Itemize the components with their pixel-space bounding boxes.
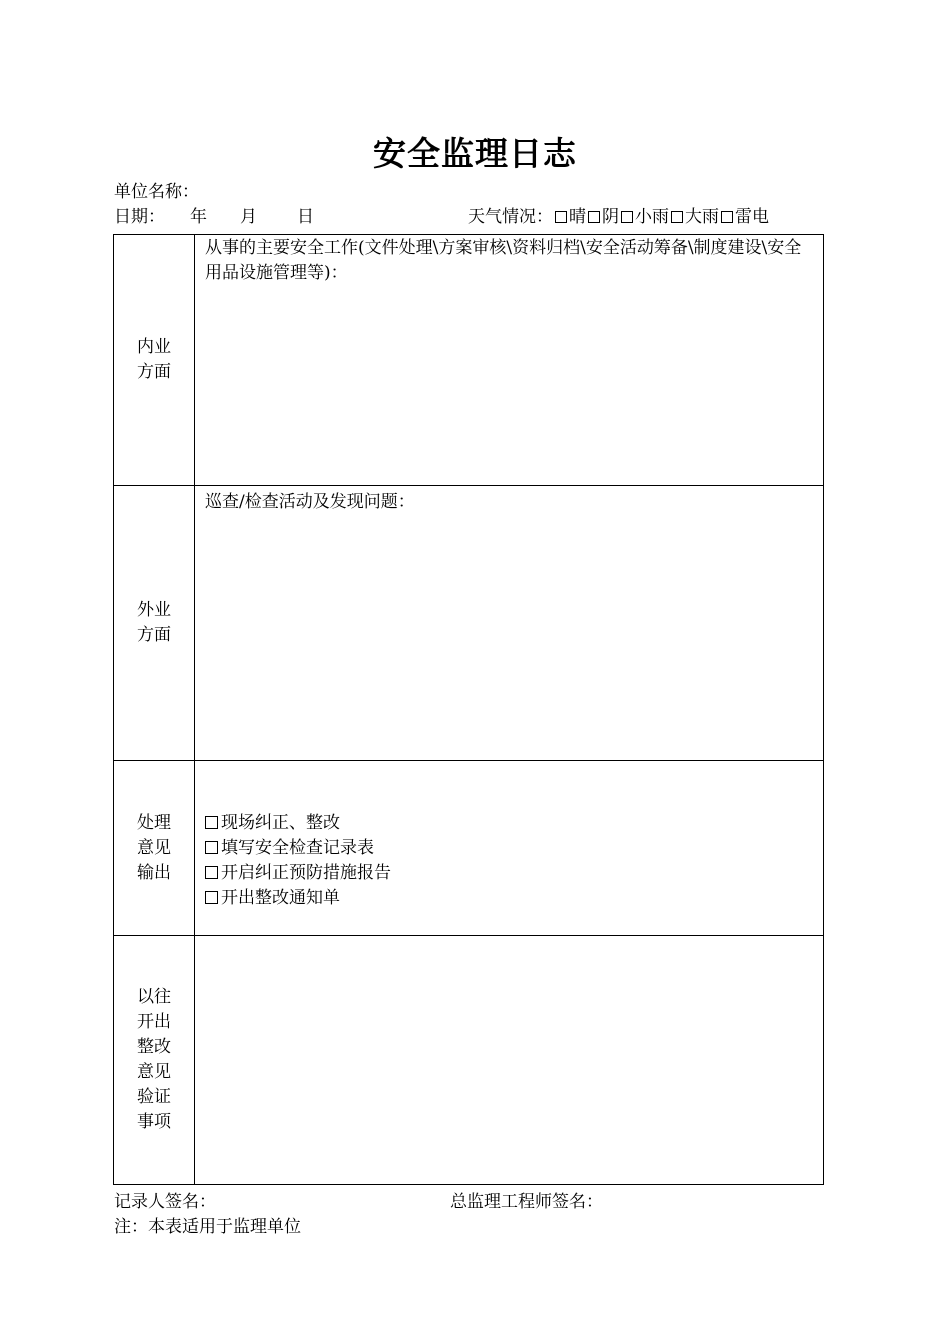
checkbox-icon[interactable] [205,891,218,904]
weather-option-cloudy[interactable]: 阴 [586,207,619,227]
unit-name-label: 单位名称： [114,182,199,202]
weather-row [468,202,769,227]
month-label: 月 [240,207,257,227]
weather-option-thunder[interactable]: 雷电 [719,207,769,227]
checkbox-icon[interactable] [721,211,733,223]
row-label-internal: 内业方面 [114,235,195,486]
footnote: 注：本表适用于监理单位 [114,1217,301,1237]
weather-option-sunny[interactable]: 晴 [553,207,586,227]
cell-external[interactable] [195,486,824,761]
cell-verification[interactable] [195,936,824,1185]
year-label: 年 [190,207,207,227]
checkbox-icon[interactable] [621,211,633,223]
checkbox-icon[interactable] [555,211,567,223]
option-onsite-correction[interactable]: 现场纠正、整改 [205,811,813,836]
row-label-external: 外业方面 [114,486,195,761]
checkbox-icon[interactable] [205,816,218,829]
internal-prompt: 从事的主要安全工作(文件处理\方案审核\资料归档\安全活动筹备\制度建设\安全用品设施管理等)： [205,238,802,283]
log-table [113,234,824,1185]
cell-handling [195,761,824,936]
checkbox-icon[interactable] [588,211,600,223]
external-prompt: 巡查/检查活动及发现问题： [205,492,415,512]
checkbox-icon[interactable] [671,211,683,223]
row-verification [114,936,824,1185]
handling-options [195,761,823,911]
row-handling [114,761,824,936]
option-corrective-report[interactable]: 开启纠正预防措施报告 [205,861,813,886]
weather-option-light-rain[interactable]: 小雨 [619,207,669,227]
checkbox-icon[interactable] [205,841,218,854]
weather-label: 天气情况： [468,207,553,227]
checkbox-icon[interactable] [205,866,218,879]
verification-content [195,936,823,937]
option-rectification-notice[interactable]: 开出整改通知单 [205,886,813,911]
page-title: 安全监理日志 [373,134,577,173]
recorder-signature-label: 记录人签名： [114,1192,216,1212]
option-fill-inspection-form[interactable]: 填写安全检查记录表 [205,836,813,861]
date-label: 日期： [114,207,165,227]
day-label: 日 [297,207,314,227]
weather-option-heavy-rain[interactable]: 大雨 [669,207,719,227]
row-label-handling: 处理意见输出 [114,761,195,936]
cell-internal[interactable] [195,235,824,486]
chief-engineer-signature-label: 总监理工程师签名： [450,1192,603,1212]
row-external [114,486,824,761]
row-internal [114,235,824,486]
row-label-verification: 以往开出整改意见验证事项 [114,936,195,1185]
